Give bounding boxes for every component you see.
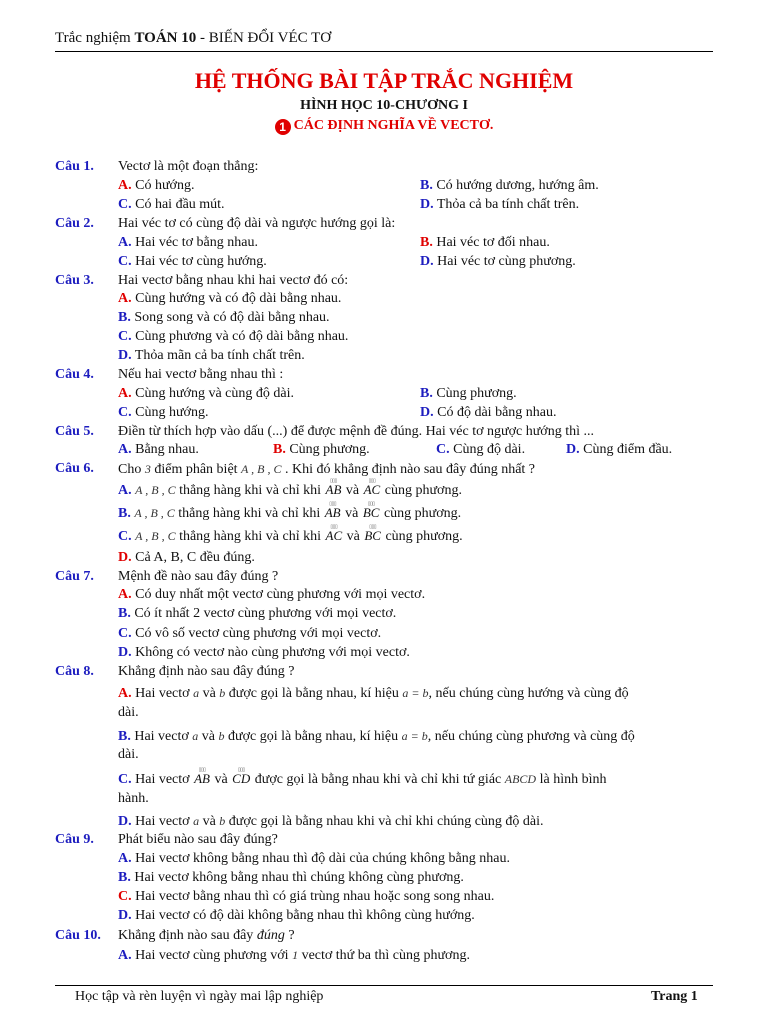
option-d: D. Hai vectơ có độ dài không bằng nhau thì không cùng hướng.	[118, 908, 475, 923]
question-stem: Mệnh đề nào sau đây đúng ?	[118, 569, 279, 584]
section-number-badge: 1	[275, 119, 291, 135]
chapter-subtitle: HÌNH HỌC 10-CHƯƠNG I	[300, 98, 468, 113]
question-number: Câu 4.	[55, 367, 94, 382]
option-a: A. Có hướng.	[118, 178, 195, 193]
question-stem: Điền từ thích hợp vào dấu (...) để được mệnh đề đúng. Hai véc tơ ngược hướng thì ...	[118, 424, 594, 439]
header-subject: TOÁN 10	[134, 30, 197, 46]
option-c: C. Hai véc tơ cùng hướng.	[118, 254, 267, 269]
question-stem: Nếu hai vectơ bằng nhau thì :	[118, 367, 284, 382]
option-b-continued: dài.	[118, 747, 139, 762]
question-number: Câu 3.	[55, 273, 94, 288]
header-prefix: Trắc nghiệm	[55, 30, 135, 46]
question-stem: Cho 3 điểm phân biệt A , B , C . Khi đó khẳng định nào sau đây đúng nhất ?	[118, 462, 536, 477]
option-a-continued: dài.	[118, 705, 139, 720]
question-number: Câu 2.	[55, 216, 94, 231]
option-b: B. Có ít nhất 2 vectơ cùng phương với mọi vectơ.	[118, 606, 397, 621]
option-b: B. Cùng phương.	[420, 386, 517, 401]
option-c: C. Hai vectơ bằng nhau thì có giá trùng nhau hoặc song song nhau.	[118, 889, 495, 904]
question-number: Câu 8.	[55, 664, 94, 679]
header-divider	[55, 51, 713, 52]
question-stem: Vectơ là một đoạn thẳng:	[118, 159, 259, 174]
vector-cd: ▯▯▯ CD	[231, 770, 251, 788]
header-suffix: - BIẾN ĐỔI VÉC TƠ	[196, 30, 332, 46]
option-d: D. Cùng điểm đầu.	[566, 442, 673, 457]
footer-text: Học tập và rèn luyện vì ngày mai lập nghiệp	[75, 989, 324, 1004]
question-number: Câu 1.	[55, 159, 94, 174]
option-a: A. Hai vectơ không bằng nhau thì độ dài của chúng không bằng nhau.	[118, 851, 510, 866]
option-b: B. Hai vectơ a và b được gọi là bằng nhau, kí hiệu a = b, nếu chúng cùng phương và cùng độ	[118, 729, 635, 744]
option-c: C. Có vô số vectơ cùng phương với mọi vectơ.	[118, 626, 382, 641]
option-b: B. A , B , C thẳng hàng khi và chỉ khi ▯▯▯ AB và ▯▯▯ BC cùng phương.	[118, 504, 461, 523]
option-d: D. Thỏa cả ba tính chất trên.	[420, 197, 580, 212]
option-c: C. Cùng hướng.	[118, 405, 209, 420]
option-d: D. Hai véc tơ cùng phương.	[420, 254, 576, 269]
question-number: Câu 9.	[55, 832, 94, 847]
option-a: A. Cùng hướng và cùng độ dài.	[118, 386, 294, 401]
vector-bc: ▯▯▯ BC	[362, 504, 381, 522]
question-number: Câu 5.	[55, 424, 94, 439]
vector-bc: ▯▯▯ BC	[363, 527, 382, 545]
option-c: C. Cùng độ dài.	[436, 442, 526, 457]
option-d: D. Hai vectơ a và b được gọi là bằng nhau khi và chỉ khi chúng cùng độ dài.	[118, 814, 544, 829]
option-b: B. Cùng phương.	[273, 442, 370, 457]
question-stem: Khẳng định nào sau đây đúng ?	[118, 664, 295, 679]
option-c: C. A , B , C thẳng hàng khi và chỉ khi ▯▯▯ AC và ▯▯▯ BC cùng phương.	[118, 527, 463, 546]
option-a: A. Có duy nhất một vectơ cùng phương với mọi vectơ.	[118, 587, 426, 602]
option-c-continued: hành.	[118, 791, 149, 806]
option-a: A. A , B , C thẳng hàng khi và chỉ khi ▯▯▯ AB và ▯▯▯ AC cùng phương.	[118, 481, 462, 500]
option-d: D. Cả A, B, C đều đúng.	[118, 550, 255, 565]
option-b: B. Song song và có độ dài bằng nhau.	[118, 310, 330, 325]
option-d: D. Có độ dài bằng nhau.	[420, 405, 557, 420]
section-heading	[0, 118, 768, 135]
page-number: Trang 1	[651, 989, 698, 1004]
option-b: B. Có hướng dương, hướng âm.	[420, 178, 599, 193]
option-b: B. Hai véc tơ đối nhau.	[420, 235, 550, 250]
option-a: A. Hai véc tơ bằng nhau.	[118, 235, 258, 250]
question-stem: Hai véc tơ có cùng độ dài và ngược hướng gọi là:	[118, 216, 396, 231]
question-stem: Hai vectơ bằng nhau khi hai vectơ đó có:	[118, 273, 349, 288]
footer-divider	[55, 985, 713, 986]
vector-ab: ▯▯▯ AB	[193, 770, 211, 788]
option-a: A. Bằng nhau.	[118, 442, 199, 457]
page-title: HỆ THỐNG BÀI TẬP TRẮC NGHIỆM	[194, 68, 574, 93]
question-number: Câu 10.	[55, 928, 101, 943]
option-b: B. Hai vectơ không bằng nhau thì chúng không cùng phương.	[118, 870, 464, 885]
option-d: D. Không có vectơ nào cùng phương với mọi vectơ.	[118, 645, 410, 660]
question-number: Câu 7.	[55, 569, 94, 584]
question-stem: Phát biểu nào sau đây đúng?	[118, 832, 278, 847]
question-stem: Khẳng định nào sau đây đúng ?	[118, 928, 295, 943]
vector-ac: ▯▯▯ AC	[325, 527, 344, 545]
option-c: C. Có hai đầu mút.	[118, 197, 225, 212]
option-a: A. Cùng hướng và có độ dài bằng nhau.	[118, 291, 342, 306]
option-c: C. Hai vectơ ▯▯▯ AB và ▯▯▯ CD được gọi là bằng nhau khi và chỉ khi tứ giác ABCD là hình bình	[118, 770, 607, 789]
option-a: A. Hai vectơ a và b được gọi là bằng nhau, kí hiệu a = b, nếu chúng cùng hướng và cùng độ	[118, 686, 629, 701]
section-heading-text: CÁC ĐỊNH NGHĨA VỀ VECTƠ.	[293, 118, 494, 133]
vector-ab: ▯▯▯ AB	[324, 504, 342, 522]
question-number: Câu 6.	[55, 461, 94, 476]
option-c: C. Cùng phương và có độ dài bằng nhau.	[118, 329, 349, 344]
page-header	[55, 30, 713, 47]
option-a: A. Hai vectơ cùng phương với 1 vectơ thứ ba thì cùng phương.	[118, 948, 470, 963]
option-d: D. Thỏa mãn cả ba tính chất trên.	[118, 348, 305, 363]
vector-ac: ▯▯▯ AC	[363, 481, 382, 499]
vector-ab: ▯▯▯ AB	[325, 481, 343, 499]
